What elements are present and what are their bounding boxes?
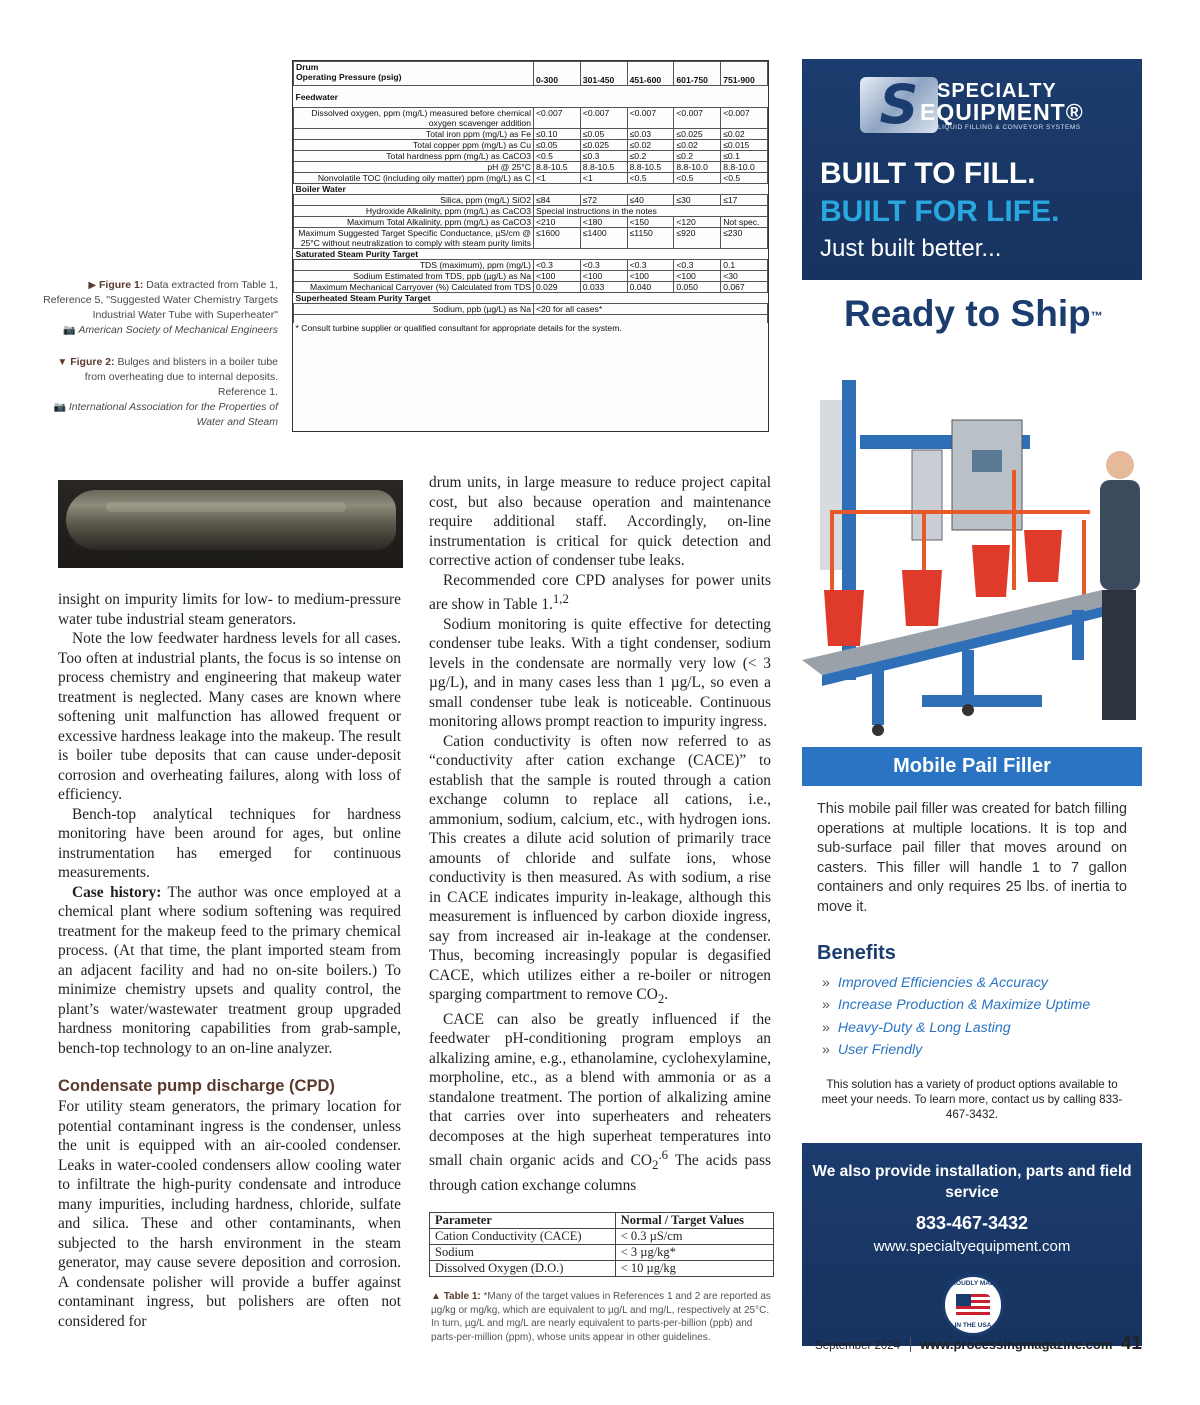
figure1-caption bbox=[40, 278, 278, 338]
section-heading: Condensate pump discharge (CPD) bbox=[58, 1077, 335, 1095]
value-cell: ≤40 bbox=[627, 195, 674, 206]
value-cell: 8.8-10.5 bbox=[534, 162, 581, 173]
parameter-cell: Nonvolatile TOC (including oily matter) ppm (mg/L) as C bbox=[294, 173, 534, 184]
parameter-cell: Total hardness ppm (mg/L) as CaCO3 bbox=[294, 151, 534, 162]
ad-headline: BUILT FOR LIFE. bbox=[820, 195, 1060, 228]
parameter-cell: Maximum Total Alkalinity, ppm (mg/L) as CaCO3 bbox=[294, 217, 534, 228]
value-cell: <0.3 bbox=[580, 260, 627, 271]
value-cell: 0.029 bbox=[534, 282, 581, 293]
value-cell: ≤17 bbox=[721, 195, 768, 206]
feedwater-row bbox=[294, 173, 768, 184]
value-cell: ≤1600 bbox=[534, 228, 581, 249]
table-cell: < 10 µg/kg bbox=[615, 1261, 773, 1277]
value-cell: <100 bbox=[627, 271, 674, 282]
parameter-cell: Total iron ppm (mg/L) as Fe bbox=[294, 129, 534, 140]
value-cell: <0.3 bbox=[534, 260, 581, 271]
page-number: 41 bbox=[1120, 1333, 1142, 1354]
superheated-param: Sodium, ppb (µg/L) as Na bbox=[294, 304, 534, 315]
ad-banner bbox=[802, 59, 1142, 280]
table-1 bbox=[429, 1212, 774, 1277]
value-cell: ≤0.015 bbox=[721, 140, 768, 151]
feedwater-row bbox=[294, 162, 768, 173]
value-cell: <0.3 bbox=[674, 260, 721, 271]
divider bbox=[910, 1337, 911, 1352]
figure2-caption bbox=[40, 355, 278, 430]
case-history-lead: Case history: bbox=[72, 883, 162, 901]
value-cell: <30 bbox=[721, 271, 768, 282]
figure1-text: Data extracted from Table 1, Reference 5, "Suggested Water Chemistry Targets Industrial Water Tube with Superheater" bbox=[43, 279, 278, 321]
page-footer bbox=[815, 1333, 1142, 1355]
issue-date: September 2024 bbox=[815, 1340, 901, 1352]
value-cell: <0.007 bbox=[674, 108, 721, 129]
benefit-item: » User Friendly bbox=[822, 1041, 923, 1058]
value-cell: 8.8-10.0 bbox=[674, 162, 721, 173]
made-in-usa-badge: PROUDLY MADE IN THE USA bbox=[942, 1274, 1004, 1336]
benefits-list bbox=[822, 972, 1090, 1061]
value-cell: ≤0.05 bbox=[534, 140, 581, 151]
superheated-section: Superheated Steam Purity Target bbox=[294, 293, 768, 304]
value-cell: Not spec. bbox=[721, 217, 768, 228]
parameter-cell: Maximum Mechanical Carryover (%) Calculated from TDS bbox=[294, 282, 534, 293]
ad-subheadline: Just built better... bbox=[820, 235, 1002, 262]
parameter-cell: Maximum Suggested Target Specific Conductance, µS/cm @ 25°C without neutralization to comply with steam purity limits bbox=[294, 228, 534, 249]
parameter-cell: Silica, ppm (mg/L) SiO2 bbox=[294, 195, 534, 206]
boiler-tube-image bbox=[66, 490, 396, 550]
ready-to-ship: Ready to Ship™ bbox=[844, 293, 1103, 334]
logo-tagline: LIQUID FILLING & CONVEYOR SYSTEMS bbox=[938, 124, 1081, 131]
logo-text: EQUIPMENT® bbox=[920, 99, 1084, 125]
pressure-header: 601-750 bbox=[674, 62, 721, 86]
paragraph: drum units, in large measure to reduce project capital cost, but also because operation and maintenance require additional staff. Accordingly, on-line instrumentation is critical for quick detection and corrective action of condenser tube leaks. bbox=[429, 474, 771, 569]
camera-icon: 📷 bbox=[63, 325, 76, 336]
paragraph: insight on impurity limits for low- to medium-pressure water tube industrial steam generators. bbox=[58, 591, 401, 628]
parameter-cell: Hydroxide Alkalinity, ppm (mg/L) as CaCO3 bbox=[294, 206, 534, 217]
triangle-right-icon: ▶ bbox=[88, 280, 97, 291]
value-cell: <0.5 bbox=[534, 151, 581, 162]
value-cell: <150 bbox=[627, 217, 674, 228]
value-cell: <0.007 bbox=[580, 108, 627, 129]
drum-header-label: Drum Operating Pressure (psig) bbox=[294, 62, 534, 86]
value-cell: 0.033 bbox=[580, 282, 627, 293]
paragraph: Note the low feedwater hardness levels for all cases. Too often at industrial plants, the focus is so intense on process chemistry and engineering that makeup water treatment is neglected. Many cases are known where softening unit malfunction has allowed frequent or excessive hardness leakage into the makeup. The result is boiler tube deposits that can cause under-deposit corrosion and overheating failures, along with loss of efficiency. bbox=[58, 630, 401, 803]
table-row bbox=[430, 1245, 774, 1261]
paragraph: Bench-top analytical techniques for hardness monitoring have been around for ages, but online instrumentation has emerged for continuous measurements. bbox=[58, 805, 401, 881]
value-cell: 0.050 bbox=[674, 282, 721, 293]
pail-filler-machine-image bbox=[802, 340, 1142, 745]
triangle-down-icon: ▼ bbox=[57, 357, 68, 368]
camera-icon: 📷 bbox=[53, 402, 66, 413]
boiler-section: Boiler Water bbox=[294, 184, 768, 195]
feedwater-row bbox=[294, 129, 768, 140]
boiler-tube-photo bbox=[58, 480, 403, 568]
table1-header: Normal / Target Values bbox=[615, 1213, 773, 1229]
value-cell: 8.8-10.5 bbox=[627, 162, 674, 173]
value-cell: 8.8-10.0 bbox=[721, 162, 768, 173]
value-cell: ≤0.02 bbox=[674, 140, 721, 151]
pressure-header: 451-600 bbox=[627, 62, 674, 86]
drum-chemistry-table bbox=[292, 60, 769, 432]
feedwater-row bbox=[294, 151, 768, 162]
paragraph: Sodium monitoring is quite effective for detecting condenser tube leaks. With a tight condenser, sodium levels in the condensate are normally very low (< 3 µg/L), and in many cases less than 1 µg/L, so even a small condenser tube leak is noticeable. Continuous monitoring allows prompt reaction to impurity ingress. bbox=[429, 615, 771, 731]
value-cell: ≤230 bbox=[721, 228, 768, 249]
service-text: We also provide installation, parts and field service bbox=[812, 1163, 1132, 1201]
table-cell: Sodium bbox=[430, 1245, 616, 1261]
logo-text: SPECIALTY bbox=[937, 80, 1057, 102]
parameter-cell: TDS (maximum), ppm (mg/L) bbox=[294, 260, 534, 271]
specialty-equipment-logo: S bbox=[860, 77, 938, 133]
benefits-heading: Benefits bbox=[817, 942, 896, 964]
value-cell: 8.8-10.5 bbox=[580, 162, 627, 173]
feedwater-row bbox=[294, 140, 768, 151]
value-cell: <0.007 bbox=[721, 108, 768, 129]
value-cell: <100 bbox=[580, 271, 627, 282]
ad-contact-note: This solution has a variety of product options available to meet your needs. To learn more, contact us by calling 833-467-3432. bbox=[821, 1078, 1123, 1121]
value-cell: ≤0.03 bbox=[627, 129, 674, 140]
magazine-url[interactable]: www.processingmagazine.com bbox=[920, 1337, 1113, 1352]
value-cell: ≤0.2 bbox=[627, 151, 674, 162]
value-cell: <0.5 bbox=[627, 173, 674, 184]
parameter-cell: Dissolved oxygen, ppm (mg/L) measured before chemical oxygen scavenger addition bbox=[294, 108, 534, 129]
pressure-header: 751-900 bbox=[721, 62, 768, 86]
usa-flag-icon bbox=[956, 1294, 990, 1318]
value-cell: ≤72 bbox=[580, 195, 627, 206]
table-cell: Cation Conductivity (CACE) bbox=[430, 1229, 616, 1245]
value-cell: ≤0.2 bbox=[674, 151, 721, 162]
feedwater-section: Feedwater bbox=[294, 86, 768, 108]
boiler-row bbox=[294, 195, 768, 206]
boiler-row bbox=[294, 217, 768, 228]
paragraph: Cation conductivity is often now referred to as “conductivity after cation exchange (CACE)” to establish that the sample is routed through a cation exchange column to replace all cations, i.e., ammonium, sodium, calcium, etc., with hydrogen ions. This creates a dilute acid solution of primarily trace amounts of chloride and sulfate ions, whose conductivity is then measured. As with sodium, a rise in CACE indicates impurity in-leakage, although this measurement is influenced by carbon dioxide ingress, say from increased air in-leakage at the condenser. Thus, becoming increasingly popular is degasified CACE, which utilizes either a re-boiler or nitrogen sparging compartment to remove $CO_2$. bbox=[429, 732, 771, 1007]
ad-service-box bbox=[802, 1143, 1142, 1346]
article-column-1 bbox=[58, 590, 401, 1331]
value-cell: <1 bbox=[534, 173, 581, 184]
value-cell: <210 bbox=[534, 217, 581, 228]
value-cell: ≤0.05 bbox=[580, 129, 627, 140]
saturated-row bbox=[294, 282, 768, 293]
table1-label: Table 1: bbox=[443, 1291, 481, 1302]
table-row bbox=[430, 1229, 774, 1245]
value-cell: <100 bbox=[534, 271, 581, 282]
feedwater-row bbox=[294, 108, 768, 129]
figure2-label: Figure 2: bbox=[70, 356, 115, 368]
parameter-cell: Total copper ppm (mg/L) as Cu bbox=[294, 140, 534, 151]
parameter-cell: pH @ 25°C bbox=[294, 162, 534, 173]
value-cell: 0.067 bbox=[721, 282, 768, 293]
figure1-label: Figure 1: bbox=[99, 279, 144, 291]
figure2-text: Bulges and blisters in a boiler tube from overheating due to internal deposits. Reference 1. bbox=[84, 356, 278, 398]
value-cell: ≤1150 bbox=[627, 228, 674, 249]
table-cell: Dissolved Oxygen (D.O.) bbox=[430, 1261, 616, 1277]
value-cell: <120 bbox=[674, 217, 721, 228]
saturated-row bbox=[294, 260, 768, 271]
value-cell: <100 bbox=[674, 271, 721, 282]
value-cell: ≤0.025 bbox=[674, 129, 721, 140]
value-cell: Special instructions in the notes bbox=[534, 206, 768, 217]
table1-header: Parameter bbox=[430, 1213, 616, 1229]
value-cell: <0.007 bbox=[534, 108, 581, 129]
product-description: This mobile pail filler was created for batch filling operations at multiple locations. It is top and sub-surface pail filler that moves around on casters. This filler will handle 1 to 7 gallon containers and only requires 25 lbs. of inertia to move it. bbox=[817, 801, 1127, 915]
pressure-header: 301-450 bbox=[580, 62, 627, 86]
benefit-item: » Heavy-Duty & Long Lasting bbox=[822, 1019, 1011, 1036]
boiler-row bbox=[294, 228, 768, 249]
value-cell: <1 bbox=[580, 173, 627, 184]
value-cell: ≤0.1 bbox=[721, 151, 768, 162]
value-cell: ≤30 bbox=[674, 195, 721, 206]
figure2-source: International Association for the Properties of Water and Steam bbox=[68, 401, 278, 428]
paragraph: For utility steam generators, the primary location for potential contaminant ingress is the condenser, unless the unit is equipped with an air-cooled condenser. Leaks in water-cooled condensers allow cooling water to infiltrate the high-purity condensate and introduce many impurities, including hardness, chloride, sulfate and silica. These and other contaminants, when subjected to the harsh environment in the steam generator, may cause severe deposition and corrosion. A condensate polisher will provide a buffer against contaminant ingress, but polishers are often not considered for bbox=[58, 1098, 401, 1330]
article-column-2 bbox=[429, 473, 771, 1195]
boiler-row bbox=[294, 206, 768, 217]
paragraph: Case history: The author was once employed at a chemical plant where sodium softening was required treatment for the makeup feed to the primary chemical process. (At that time, the plant imported steam from an adjacent facility and had no on-site boilers.) To minimize chemistry upsets and quality control, the plant’s water/wastewater treatment group upgraded hardness monitoring capabilities from grab-sample, bench-top technology to an on-line analyzer. bbox=[58, 883, 401, 1057]
table-row bbox=[430, 1261, 774, 1277]
value-cell: ≤920 bbox=[674, 228, 721, 249]
value-cell: ≤0.025 bbox=[580, 140, 627, 151]
saturated-section: Saturated Steam Purity Target bbox=[294, 249, 768, 260]
benefit-item: » Improved Efficiencies & Accuracy bbox=[822, 975, 1048, 991]
value-cell: <0.5 bbox=[721, 173, 768, 184]
table-cell: < 3 µg/kg* bbox=[615, 1245, 773, 1261]
value-cell: ≤84 bbox=[534, 195, 581, 206]
value-cell: <0.3 bbox=[627, 260, 674, 271]
triangle-up-icon: ▲ bbox=[431, 1291, 441, 1302]
paragraph: Recommended core CPD analyses for power units are show in Table 1.$^{1,2}$ bbox=[429, 571, 771, 614]
value-cell: ≤0.02 bbox=[721, 129, 768, 140]
table-cell: < 0.3 µS/cm bbox=[615, 1229, 773, 1245]
value-cell: ≤0.3 bbox=[580, 151, 627, 162]
website-link[interactable]: www.specialtyequipment.com bbox=[873, 1238, 1071, 1255]
paragraph: CACE can also be greatly influenced if the feedwater pH-conditioning program employs an alkalizing amine, e.g., ethanolamine, cyclohexylamine, morpholine, etc., as a blend with ammonia or as a standalone treatment. The portion of alkalizing amine that carries over into superheaters and reheaters decomposes at the high superheat temperatures into small chain organic acids and $CO_2^{.6}$ The acids pass through cation exchange columns bbox=[429, 1010, 771, 1194]
pressure-header: 0-300 bbox=[534, 62, 581, 86]
value-cell: ≤0.10 bbox=[534, 129, 581, 140]
table1-caption: ▲ Table 1: *Many of the target values in References 1 and 2 are reported as µg/kg or mg/kg, which are equivalent to µg/L and mg/L, respectively at 25°C. In turn, µg/L and mg/L are nearly equivalent to parts-per-billion (ppb) and parts-per-million (ppm), whose units appear in other guidelines. bbox=[431, 1291, 771, 1343]
saturated-row bbox=[294, 271, 768, 282]
value-cell: <0.007 bbox=[627, 108, 674, 129]
value-cell: 0.1 bbox=[721, 260, 768, 271]
parameter-cell: Sodium Estimated from TDS, ppb (µg/L) as Na bbox=[294, 271, 534, 282]
value-cell: ≤1400 bbox=[580, 228, 627, 249]
value-cell: <0.5 bbox=[674, 173, 721, 184]
superheated-value: <20 for all cases* bbox=[534, 304, 768, 315]
value-cell: <180 bbox=[580, 217, 627, 228]
value-cell: 0.040 bbox=[627, 282, 674, 293]
product-title: Mobile Pail Filler bbox=[802, 747, 1142, 786]
value-cell: ≤0.02 bbox=[627, 140, 674, 151]
drum-footnote: * Consult turbine supplier or qualified consultant for appropriate details for the system. bbox=[295, 322, 622, 333]
phone-number[interactable]: 833-467-3432 bbox=[915, 1213, 1029, 1233]
ad-headline: BUILT TO FILL. bbox=[820, 157, 1036, 190]
figure1-source: American Society of Mechanical Engineers bbox=[78, 324, 278, 336]
benefit-item: » Increase Production & Maximize Uptime bbox=[822, 997, 1091, 1014]
